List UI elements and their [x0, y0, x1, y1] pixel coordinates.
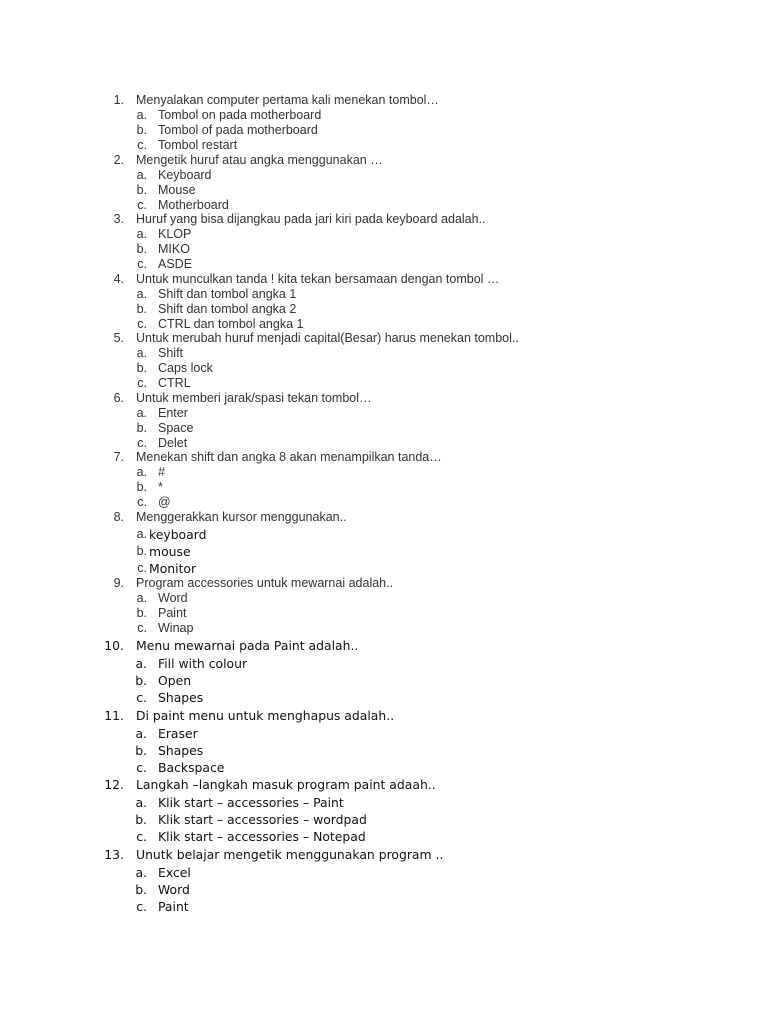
- question-10-option-c-number: c.: [136, 690, 147, 705]
- question-11-option-a-number: a.: [135, 725, 147, 741]
- question-7-option-c-number: c.: [137, 495, 147, 509]
- question-8-number: 8.: [113, 510, 124, 524]
- question-7-option-a-text: #: [158, 465, 165, 479]
- question-3-number: 3.: [113, 212, 124, 226]
- question-12-option-b-text: Klik start – accessories – wordpad: [158, 812, 367, 827]
- question-8-option-a-text: keyboard: [149, 527, 207, 542]
- question-5-text: Untuk merubah huruf menjadi capital(Besar) harus menekan tombol..: [136, 331, 519, 345]
- question-10-text: Menu mewarnai pada Paint adalah..: [136, 638, 359, 653]
- question-3-option-b-text: MIKO: [158, 242, 190, 256]
- question-13-option-a-text: Excel: [158, 864, 191, 880]
- question-10-option-b-text: Open: [158, 673, 192, 688]
- question-12-option-b-number: b.: [135, 812, 147, 827]
- question-8-option-c-text: Monitor: [149, 561, 197, 576]
- question-3-option-a-number: a.: [136, 227, 147, 241]
- question-10-option-a-number: a.: [135, 655, 147, 671]
- question-9-option-b-text: Paint: [158, 606, 187, 620]
- question-1-text: Menyalakan computer pertama kali menekan tombol…: [136, 93, 439, 107]
- question-7-option-b-text: *: [158, 480, 163, 494]
- question-13-option-a-number: a.: [135, 864, 147, 880]
- question-4-number: 4.: [113, 272, 124, 286]
- question-2-option-a-number: a.: [136, 168, 147, 182]
- question-7-option-a-number: a.: [136, 465, 147, 479]
- question-4-text: Untuk munculkan tanda ! kita tekan bersamaan dengan tombol …: [136, 272, 500, 286]
- question-8-option-c-number: c.: [137, 561, 147, 575]
- question-7-text: Menekan shift dan angka 8 akan menampilkan tanda…: [136, 450, 442, 464]
- question-13-option-b-text: Word: [158, 882, 190, 897]
- question-6-option-a-number: a.: [136, 406, 147, 420]
- question-5-option-c-number: c.: [137, 376, 147, 390]
- question-4-option-b-text: Shift dan tombol angka 2: [158, 302, 297, 316]
- question-5-option-b-text: Caps lock: [158, 361, 213, 375]
- question-2-option-c-text: Motherboard: [158, 198, 229, 212]
- question-2-option-a-text: Keyboard: [158, 168, 212, 182]
- question-9-option-b-number: b.: [136, 606, 147, 620]
- question-11-option-c-text: Backspace: [158, 760, 225, 775]
- question-10-option-c-text: Shapes: [158, 690, 204, 705]
- question-2-option-c-number: c.: [137, 198, 147, 212]
- question-1-number: 1.: [113, 93, 124, 107]
- question-10-number: 10.: [104, 638, 124, 653]
- question-4-option-a-number: a.: [136, 287, 147, 301]
- question-5-option-b-number: b.: [136, 361, 147, 375]
- question-11-number: 11.: [104, 708, 124, 723]
- question-12-number: 12.: [104, 777, 124, 792]
- question-6-option-c-number: c.: [137, 436, 147, 450]
- question-6-option-b-number: b.: [136, 421, 147, 435]
- question-6-option-b-text: Space: [158, 421, 194, 435]
- question-12-option-c-number: c.: [136, 829, 147, 844]
- question-11-option-b-text: Shapes: [158, 743, 204, 758]
- question-13-option-b-number: b.: [135, 882, 147, 897]
- question-5-option-a-text: Shift: [158, 346, 184, 360]
- question-2-option-b-number: b.: [136, 183, 147, 197]
- question-7-option-b-number: b.: [136, 480, 147, 494]
- question-6-text: Untuk memberi jarak/spasi tekan tombol…: [136, 391, 372, 405]
- question-5-number: 5.: [113, 331, 124, 345]
- question-1-option-c-text: Tombol restart: [158, 138, 238, 152]
- question-3-text: Huruf yang bisa dijangkau pada jari kiri pada keyboard adalah..: [136, 212, 486, 226]
- question-2-option-b-text: Mouse: [158, 183, 196, 197]
- question-13-option-c-text: Paint: [158, 899, 189, 914]
- question-1-option-c-number: c.: [137, 138, 147, 152]
- question-5-option-a-number: a.: [136, 346, 147, 360]
- question-4-option-c-text: CTRL dan tombol angka 1: [158, 317, 304, 331]
- question-9-number: 9.: [113, 576, 124, 590]
- question-5-option-c-text: CTRL: [158, 376, 191, 390]
- question-6-option-a-text: Enter: [158, 406, 188, 420]
- question-11-text: Di paint menu untuk menghapus adalah..: [136, 708, 395, 723]
- question-3-option-c-number: c.: [137, 257, 147, 271]
- question-11-option-a-text: Eraser: [158, 725, 198, 741]
- question-9-text: Program accessories untuk mewarnai adalah..: [136, 576, 394, 590]
- question-6-option-c-text: Delet: [158, 436, 188, 450]
- question-9-option-a-number: a.: [136, 591, 147, 605]
- question-1-option-b-number: b.: [136, 123, 147, 137]
- question-13-option-c-number: c.: [136, 899, 147, 914]
- question-6-number: 6.: [113, 391, 124, 405]
- question-7-option-c-text: @: [158, 495, 171, 509]
- question-2-text: Mengetik huruf atau angka menggunakan …: [136, 153, 383, 167]
- question-1-option-a-text: Tombol on pada motherboard: [158, 108, 322, 122]
- question-10-option-a-text: Fill with colour: [158, 655, 248, 671]
- question-3-option-c-text: ASDE: [158, 257, 193, 271]
- question-8-option-b-number: b.: [136, 544, 147, 558]
- question-1-option-a-number: a.: [136, 108, 147, 122]
- question-10-option-b-number: b.: [135, 673, 147, 688]
- question-4-option-c-number: c.: [137, 317, 147, 331]
- question-3-option-b-number: b.: [136, 242, 147, 256]
- question-3-option-a-text: KLOP: [158, 227, 192, 241]
- question-8-option-b-text: mouse: [149, 544, 191, 559]
- question-11-option-b-number: b.: [135, 743, 147, 758]
- question-8-option-a-number: a.: [136, 527, 147, 541]
- question-13-number: 13.: [104, 847, 124, 862]
- question-9-option-a-text: Word: [158, 591, 188, 605]
- question-4-option-a-text: Shift dan tombol angka 1: [158, 287, 297, 301]
- question-8-text: Menggerakkan kursor menggunakan..: [136, 510, 347, 524]
- question-7-number: 7.: [113, 450, 124, 464]
- question-11-option-c-number: c.: [136, 760, 147, 775]
- question-12-option-a-number: a.: [135, 794, 147, 810]
- question-12-option-a-text: Klik start – accessories – Paint: [158, 794, 344, 810]
- question-4-option-b-number: b.: [136, 302, 147, 316]
- question-9-option-c-text: Winap: [158, 621, 194, 635]
- question-13-text: Unutk belajar mengetik menggunakan program ..: [136, 847, 444, 862]
- question-2-number: 2.: [113, 153, 124, 167]
- question-9-option-c-number: c.: [137, 621, 147, 635]
- question-12-option-c-text: Klik start – accessories – Notepad: [158, 829, 366, 844]
- question-1-option-b-text: Tombol of pada motherboard: [158, 123, 318, 137]
- question-12-text: Langkah –langkah masuk program paint adaah..: [136, 777, 436, 792]
